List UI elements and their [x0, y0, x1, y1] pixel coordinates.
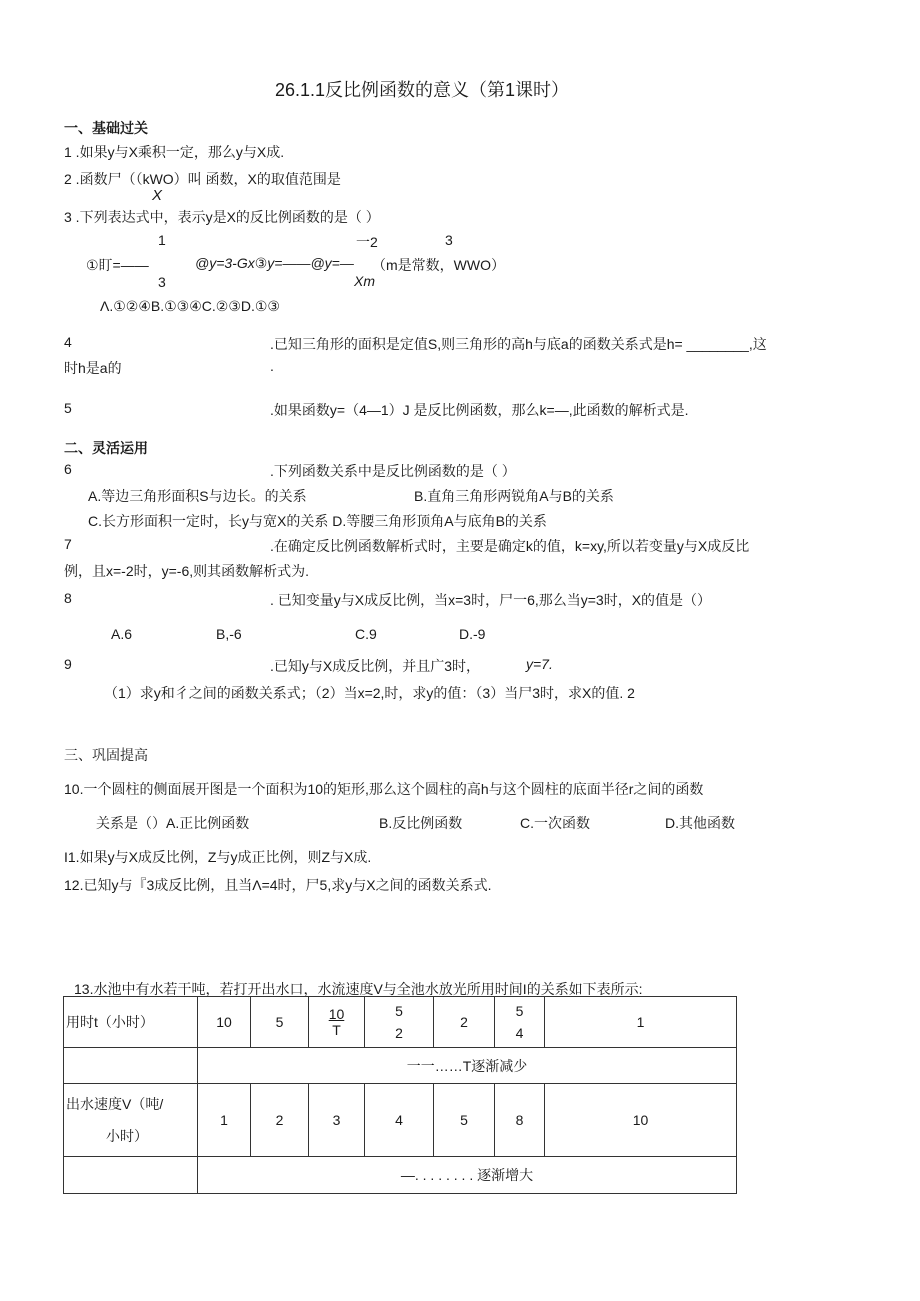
table-cell	[64, 1048, 198, 1084]
question-9-number: 9	[64, 656, 72, 672]
question-1: 1 .如果y与X乘积一定，那么y与X成.	[64, 144, 285, 160]
question-8-option-b: B,-6	[216, 626, 242, 642]
question-6: .下列函数关系中是反比例函数的是（ ）	[270, 463, 516, 479]
question-10-option-d: D.其他函数	[665, 815, 735, 831]
table-cell	[495, 997, 545, 1048]
table-cell: 1	[545, 997, 737, 1048]
table-cell: 3	[309, 1084, 365, 1157]
question-11: I1.如果y与X成反比例，Z与y成正比例，则Z与X成.	[64, 849, 372, 865]
question-3-numerator-3: 3	[445, 232, 453, 248]
question-6-number: 6	[64, 461, 72, 477]
section-consolidate: 三、巩固提高	[64, 747, 148, 763]
fraction	[395, 1000, 403, 1044]
fraction-numerator: 5	[515, 1003, 524, 1019]
question-6-option-cd: C.长方形面积一定时，长y与宽X的关系 D.等腰三角形顶角A与底角B的关系	[88, 513, 547, 529]
question-7-number: 7	[64, 536, 72, 552]
table-cell	[309, 997, 365, 1048]
time-speed-table	[63, 996, 737, 1194]
table-cell: 5	[434, 1084, 495, 1157]
fraction-denominator: 2	[395, 1025, 403, 1041]
question-5: .如果函数y=（4—1）J 是反比例函数，那么k=—,此函数的解析式是.	[270, 402, 689, 418]
table-cell: 2	[251, 1084, 309, 1157]
question-4-cont: 时h是a的	[64, 360, 122, 376]
question-4-number: 4	[64, 334, 72, 350]
section-flexible: 二、灵活运用	[64, 440, 148, 456]
question-3-expr-c: （m是常数，WWO）	[372, 257, 505, 273]
question-6-option-b: B.直角三角形两锐角A与B的关系	[414, 488, 614, 504]
row-label-speed	[64, 1084, 198, 1157]
question-8-option-c: C.9	[355, 626, 377, 642]
question-4: .已知三角形的面积是定值S,则三角形的高h与底a的函数关系式是h= ________,这	[270, 336, 767, 352]
question-7-cont: 例，且x=-2时，y=-6,则其函数解析式为.	[64, 563, 310, 579]
table-cell: 10	[198, 997, 251, 1048]
question-3-expr-b: @y=3-Gx③y=——@y=—	[195, 255, 354, 271]
question-8-number: 8	[64, 590, 72, 606]
fraction-denominator: 4	[515, 1025, 524, 1041]
row-label-speed-line1: 出水速度V（吨/	[66, 1096, 164, 1112]
question-2-sub: X	[152, 187, 163, 204]
table-row	[64, 1048, 737, 1084]
question-4-end: .	[270, 358, 274, 374]
trend-decrease-note: 一一……T逐渐减少	[198, 1048, 737, 1084]
table-cell: 8	[495, 1084, 545, 1157]
fraction	[516, 1000, 524, 1044]
question-8-option-a: A.6	[111, 626, 133, 642]
question-3-denominator-1: 3	[158, 274, 166, 290]
question-6-option-a: A.等边三角形面积S与边长。的关系	[88, 488, 307, 504]
question-3: 3 .下列表达式中，表示y是X的反比例函数的是（ ）	[64, 209, 380, 225]
question-7: .在确定反比例函数解析式时，主要是确定k的值，k=xy,所以若变量y与X成反比	[270, 538, 750, 554]
table-cell: 5	[251, 997, 309, 1048]
table-cell: 4	[365, 1084, 434, 1157]
question-10-option-c: C.一次函数	[520, 815, 590, 831]
trend-increase-note: —. . . . . . . . 逐渐增大	[198, 1157, 737, 1194]
page-title: 26.1.1反比例函数的意义（第1课时）	[275, 80, 570, 100]
question-13: 13.水池中有水若干吨，若打开出水口，水流速度V与全池水放光所用时间I的关系如下表所示:	[74, 981, 643, 997]
question-9: .已知y与X成反比例，并且广3时，	[270, 658, 481, 674]
question-2: 2 .函数尸（（kWO）叫 函数，X的取值范围是	[64, 171, 341, 187]
question-3-options: Λ.①②④B.①③④C.②③D.①③	[100, 298, 280, 314]
question-10: 10.一个圆柱的侧面展开图是一个面积为10的矩形,那么这个圆柱的高h与这个圆柱的底面半径r之间的函数	[64, 781, 704, 797]
question-10-option-b: B.反比例函数	[379, 815, 463, 831]
table-cell	[64, 1157, 198, 1194]
table-row	[64, 1084, 737, 1157]
table-cell: 2	[434, 997, 495, 1048]
question-10-lead: 关系是（）A.正比例函数	[96, 815, 250, 831]
question-8-option-d: D.-9	[459, 626, 486, 642]
question-5-number: 5	[64, 400, 72, 416]
question-3-numerator-2: 一2	[356, 234, 378, 250]
fraction-numerator: 5	[395, 1003, 403, 1019]
question-3-denominator-2: Xm	[354, 273, 375, 289]
question-9-sub: （1）求y和彳之间的函数关系式；（2）当x=2,时，求y的值：（3）当尸3时，求X的值. 2	[104, 685, 635, 701]
fraction-numerator: 10	[328, 1006, 345, 1022]
row-label-time: 用时t（小时）	[64, 997, 198, 1048]
table-cell: 10	[545, 1084, 737, 1157]
table-cell	[365, 997, 434, 1048]
question-8: . 已知变量y与X成反比例，当x=3时，尸一6,那么当y=3时，X的值是（）	[270, 592, 712, 608]
section-basic: 一、基础过关	[64, 120, 148, 136]
question-12: 12.已知y与『3成反比例，且当Λ=4时，尸5,求y与X之间的函数关系式.	[64, 877, 492, 893]
table-cell: 1	[198, 1084, 251, 1157]
fraction	[329, 1006, 345, 1038]
table-row	[64, 997, 737, 1048]
fraction-denominator: T	[332, 1022, 341, 1038]
row-label-speed-line2: 小时）	[106, 1128, 148, 1144]
table-row	[64, 1157, 737, 1194]
question-3-numerator-1: 1	[158, 232, 166, 248]
question-9-italic: y=7.	[526, 656, 553, 672]
question-3-expr-a: ①盯=——	[86, 257, 149, 273]
